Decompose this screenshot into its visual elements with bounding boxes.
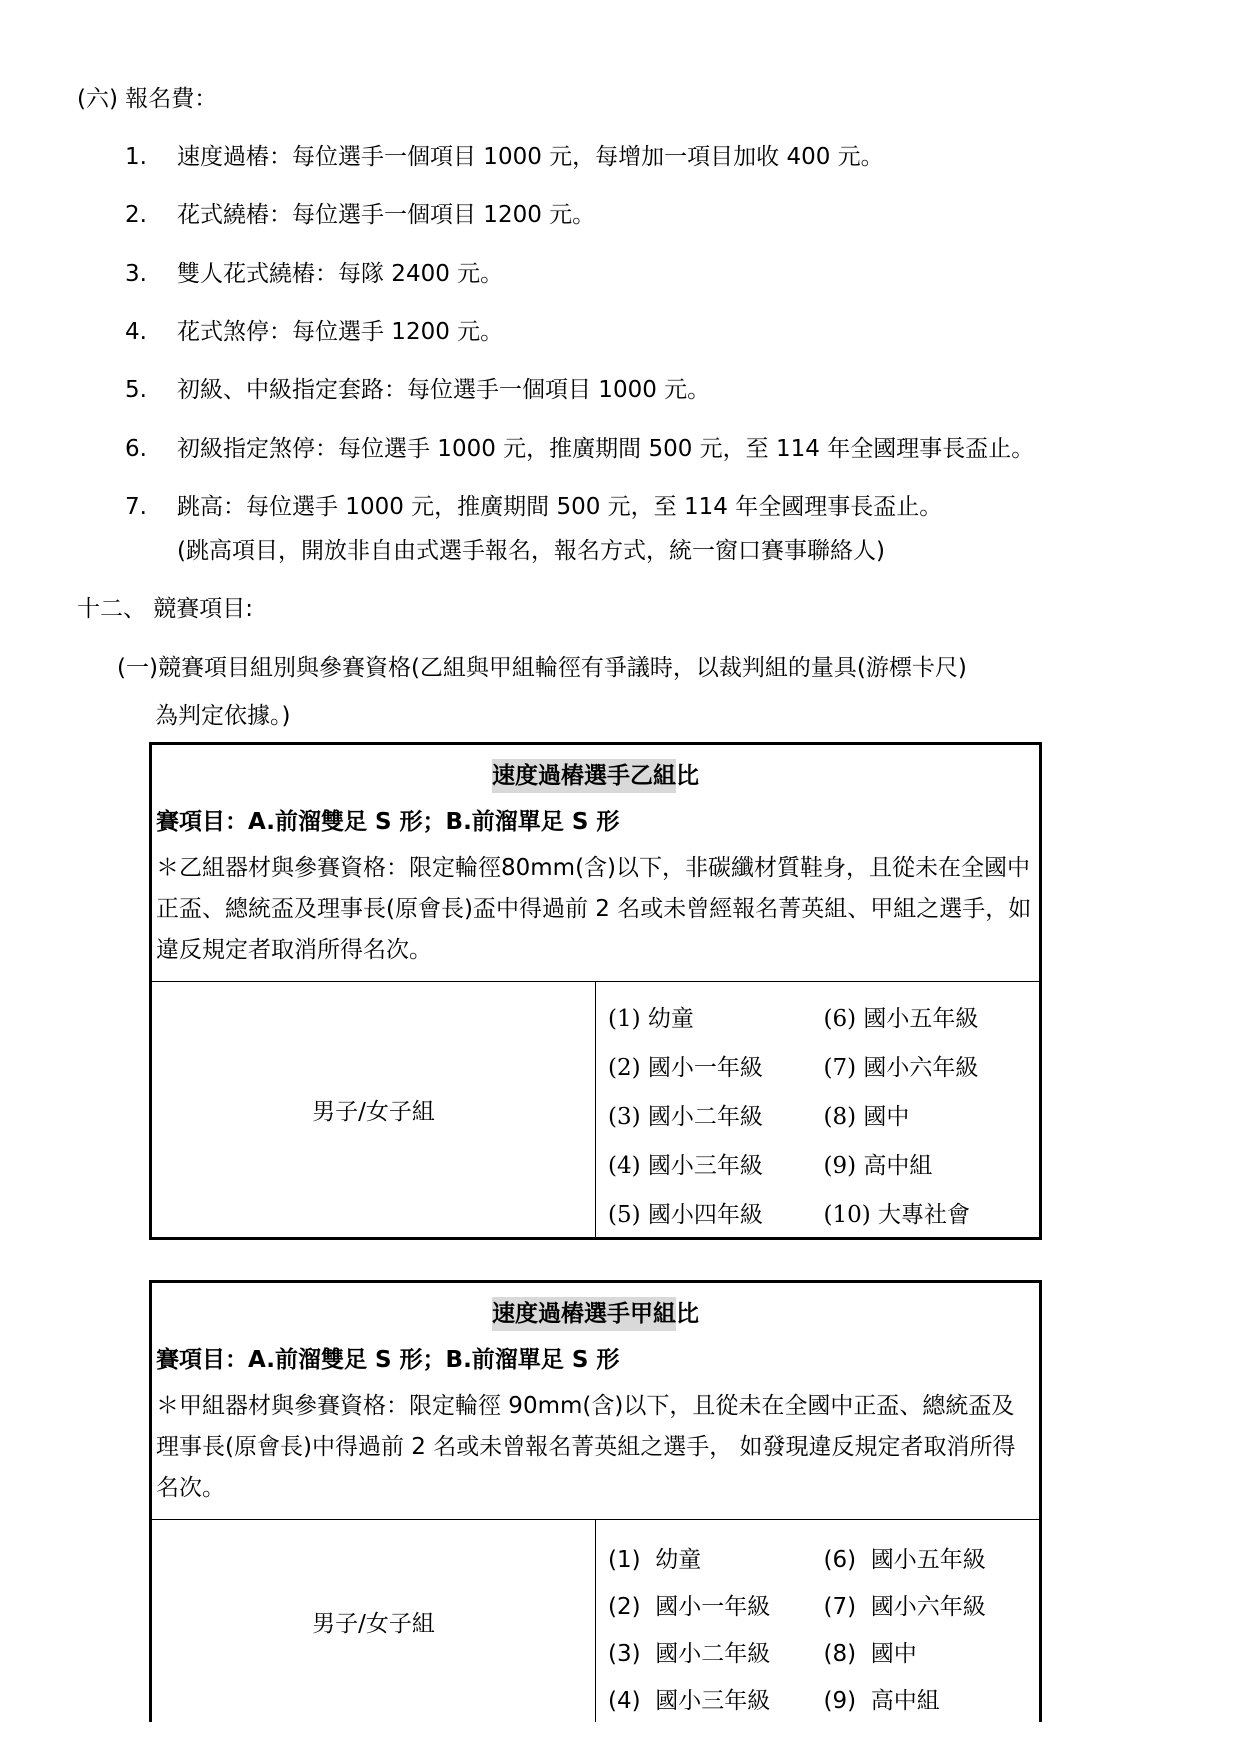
level-number: (10) [823, 1202, 871, 1228]
level-number: (8) [823, 1641, 857, 1667]
table-title-highlight: 速度過樁選手乙組 [492, 759, 676, 793]
table-title-highlight: 速度過樁選手甲組 [492, 1297, 676, 1331]
requirement-text: ＊甲組器材與參賽資格：限定輪徑 90mm(含)以下，且從未在全國中正盃、總統盃及理事長(原會長)中得過前 2 名或未曾報名菁英組之選手， 如發現違反規定者取消所得名次。 [156, 1393, 1016, 1501]
table-title [151, 744, 1041, 802]
fee-item-number: 2. [125, 202, 147, 228]
fee-item-text: 雙人花式繞樁：每隊 2400 元。 [177, 261, 504, 287]
level-name: 國小四年級 [647, 1202, 763, 1228]
level-number: (1) [608, 1006, 641, 1032]
level-name: 國中 [870, 1641, 917, 1667]
level-row [608, 1534, 1039, 1581]
table-title-rest: 比 [676, 763, 699, 789]
level-number: (8) [823, 1104, 857, 1130]
level-name: 幼童 [655, 1547, 702, 1573]
level-name: 國小一年級 [655, 1594, 771, 1620]
gender-cell: 男子/女子組 [151, 982, 596, 1239]
events-line: 賽項目：A.前溜雙足 S 形；B.前溜單足 S 形 [156, 809, 620, 835]
fee-item-number: 7. [125, 494, 147, 520]
level-number: (1) [608, 1547, 641, 1573]
level-list [596, 982, 1041, 1239]
level-number: (9) [823, 1688, 857, 1714]
fee-item-text: 花式繞樁：每位選手一個項目 1200 元。 [177, 202, 596, 228]
fee-item-text: 跳高：每位選手 1000 元，推廣期間 500 元，至 114 年全國理事長盃止。 [177, 494, 943, 520]
level-number: (2) [608, 1055, 641, 1081]
level-name: 國小二年級 [655, 1641, 771, 1667]
level-number: (9) [823, 1153, 857, 1179]
fee-item [125, 321, 503, 344]
level-name: 國小五年級 [863, 1006, 979, 1032]
level-number: (6) [823, 1006, 857, 1032]
level-name: 國小六年級 [870, 1594, 986, 1620]
requirement-text: ＊乙組器材與參賽資格：限定輪徑80mm(含)以下，非碳纖材質鞋身，且從未在全國中正盃、總統盃及理事長(原會長)盃中得過前 2 名或未曾經報名菁英組、甲組之選手，如違反規定者取消所得名次。 [156, 855, 1032, 963]
level-number: (2) [608, 1594, 641, 1620]
level-row [608, 1188, 1039, 1237]
table-title-rest: 比 [676, 1301, 699, 1327]
fee-item [125, 146, 884, 169]
level-number: (3) [608, 1104, 641, 1130]
fee-item-number: 5. [125, 377, 147, 403]
gender-cell: 男子/女子組 [151, 1520, 596, 1723]
level-number: (7) [823, 1055, 857, 1081]
level-name: 國小六年級 [863, 1055, 979, 1081]
level-name: 高中組 [863, 1153, 933, 1179]
fee-item [125, 263, 503, 286]
level-number: (4) [608, 1688, 641, 1714]
level-name: 國小三年級 [647, 1153, 763, 1179]
table-title [151, 1282, 1041, 1340]
fee-item-text: 花式煞停：每位選手 1200 元。 [177, 319, 504, 345]
level-row [608, 1139, 1039, 1188]
fee-item [125, 379, 710, 402]
fee-item [125, 204, 595, 227]
qualification-text-cont: 為判定依據。) [155, 703, 291, 729]
group-b-table [149, 742, 1042, 1240]
fee-item [125, 438, 1034, 461]
level-row [608, 1581, 1039, 1628]
level-row [608, 1628, 1039, 1675]
level-name: 高中組 [870, 1688, 940, 1714]
level-name: 大專社會 [878, 1202, 971, 1228]
level-row [608, 1090, 1039, 1139]
level-name: 國中 [863, 1104, 910, 1130]
level-list [596, 1520, 1041, 1723]
fee-item-number: 4. [125, 319, 147, 345]
fee-item-number: 1. [125, 144, 147, 170]
events-line: 賽項目：A.前溜雙足 S 形；B.前溜單足 S 形 [156, 1347, 620, 1373]
fee-item-number: 3. [125, 261, 147, 287]
level-number: (6) [823, 1547, 857, 1573]
fee-item-number: 6. [125, 436, 147, 462]
level-row [608, 992, 1039, 1041]
level-name: 國小三年級 [655, 1688, 771, 1714]
level-name: 國小五年級 [870, 1547, 986, 1573]
level-number: (7) [823, 1594, 857, 1620]
group-a-table [149, 1280, 1042, 1722]
section-fee-heading: (六) 報名費： [77, 86, 218, 112]
fee-item [125, 496, 942, 519]
fee-item-text: 初級、中級指定套路：每位選手一個項目 1000 元。 [177, 377, 711, 403]
level-row [608, 1041, 1039, 1090]
level-number: (3) [608, 1641, 641, 1667]
level-name: 幼童 [647, 1006, 694, 1032]
level-name: 國小一年級 [647, 1055, 763, 1081]
fee-item-text: 初級指定煞停：每位選手 1000 元，推廣期間 500 元，至 114 年全國理事長盃止。 [177, 436, 1035, 462]
level-name: 國小二年級 [647, 1104, 763, 1130]
level-number: (5) [608, 1202, 641, 1228]
level-row [608, 1675, 1039, 1722]
qualification-text: (一)競賽項目組別與參賽資格(乙組與甲組輪徑有爭議時，以裁判組的量具(游標卡尺) [117, 655, 967, 681]
section-events-heading: 十二、 競賽項目: [77, 596, 254, 622]
fee-item-text: 速度過樁：每位選手一個項目 1000 元，每增加一項目加收 400 元。 [177, 144, 884, 170]
level-number: (4) [608, 1153, 641, 1179]
fee-note: (跳高項目，開放非自由式選手報名，報名方式，統一窗口賽事聯絡人) [177, 538, 885, 564]
